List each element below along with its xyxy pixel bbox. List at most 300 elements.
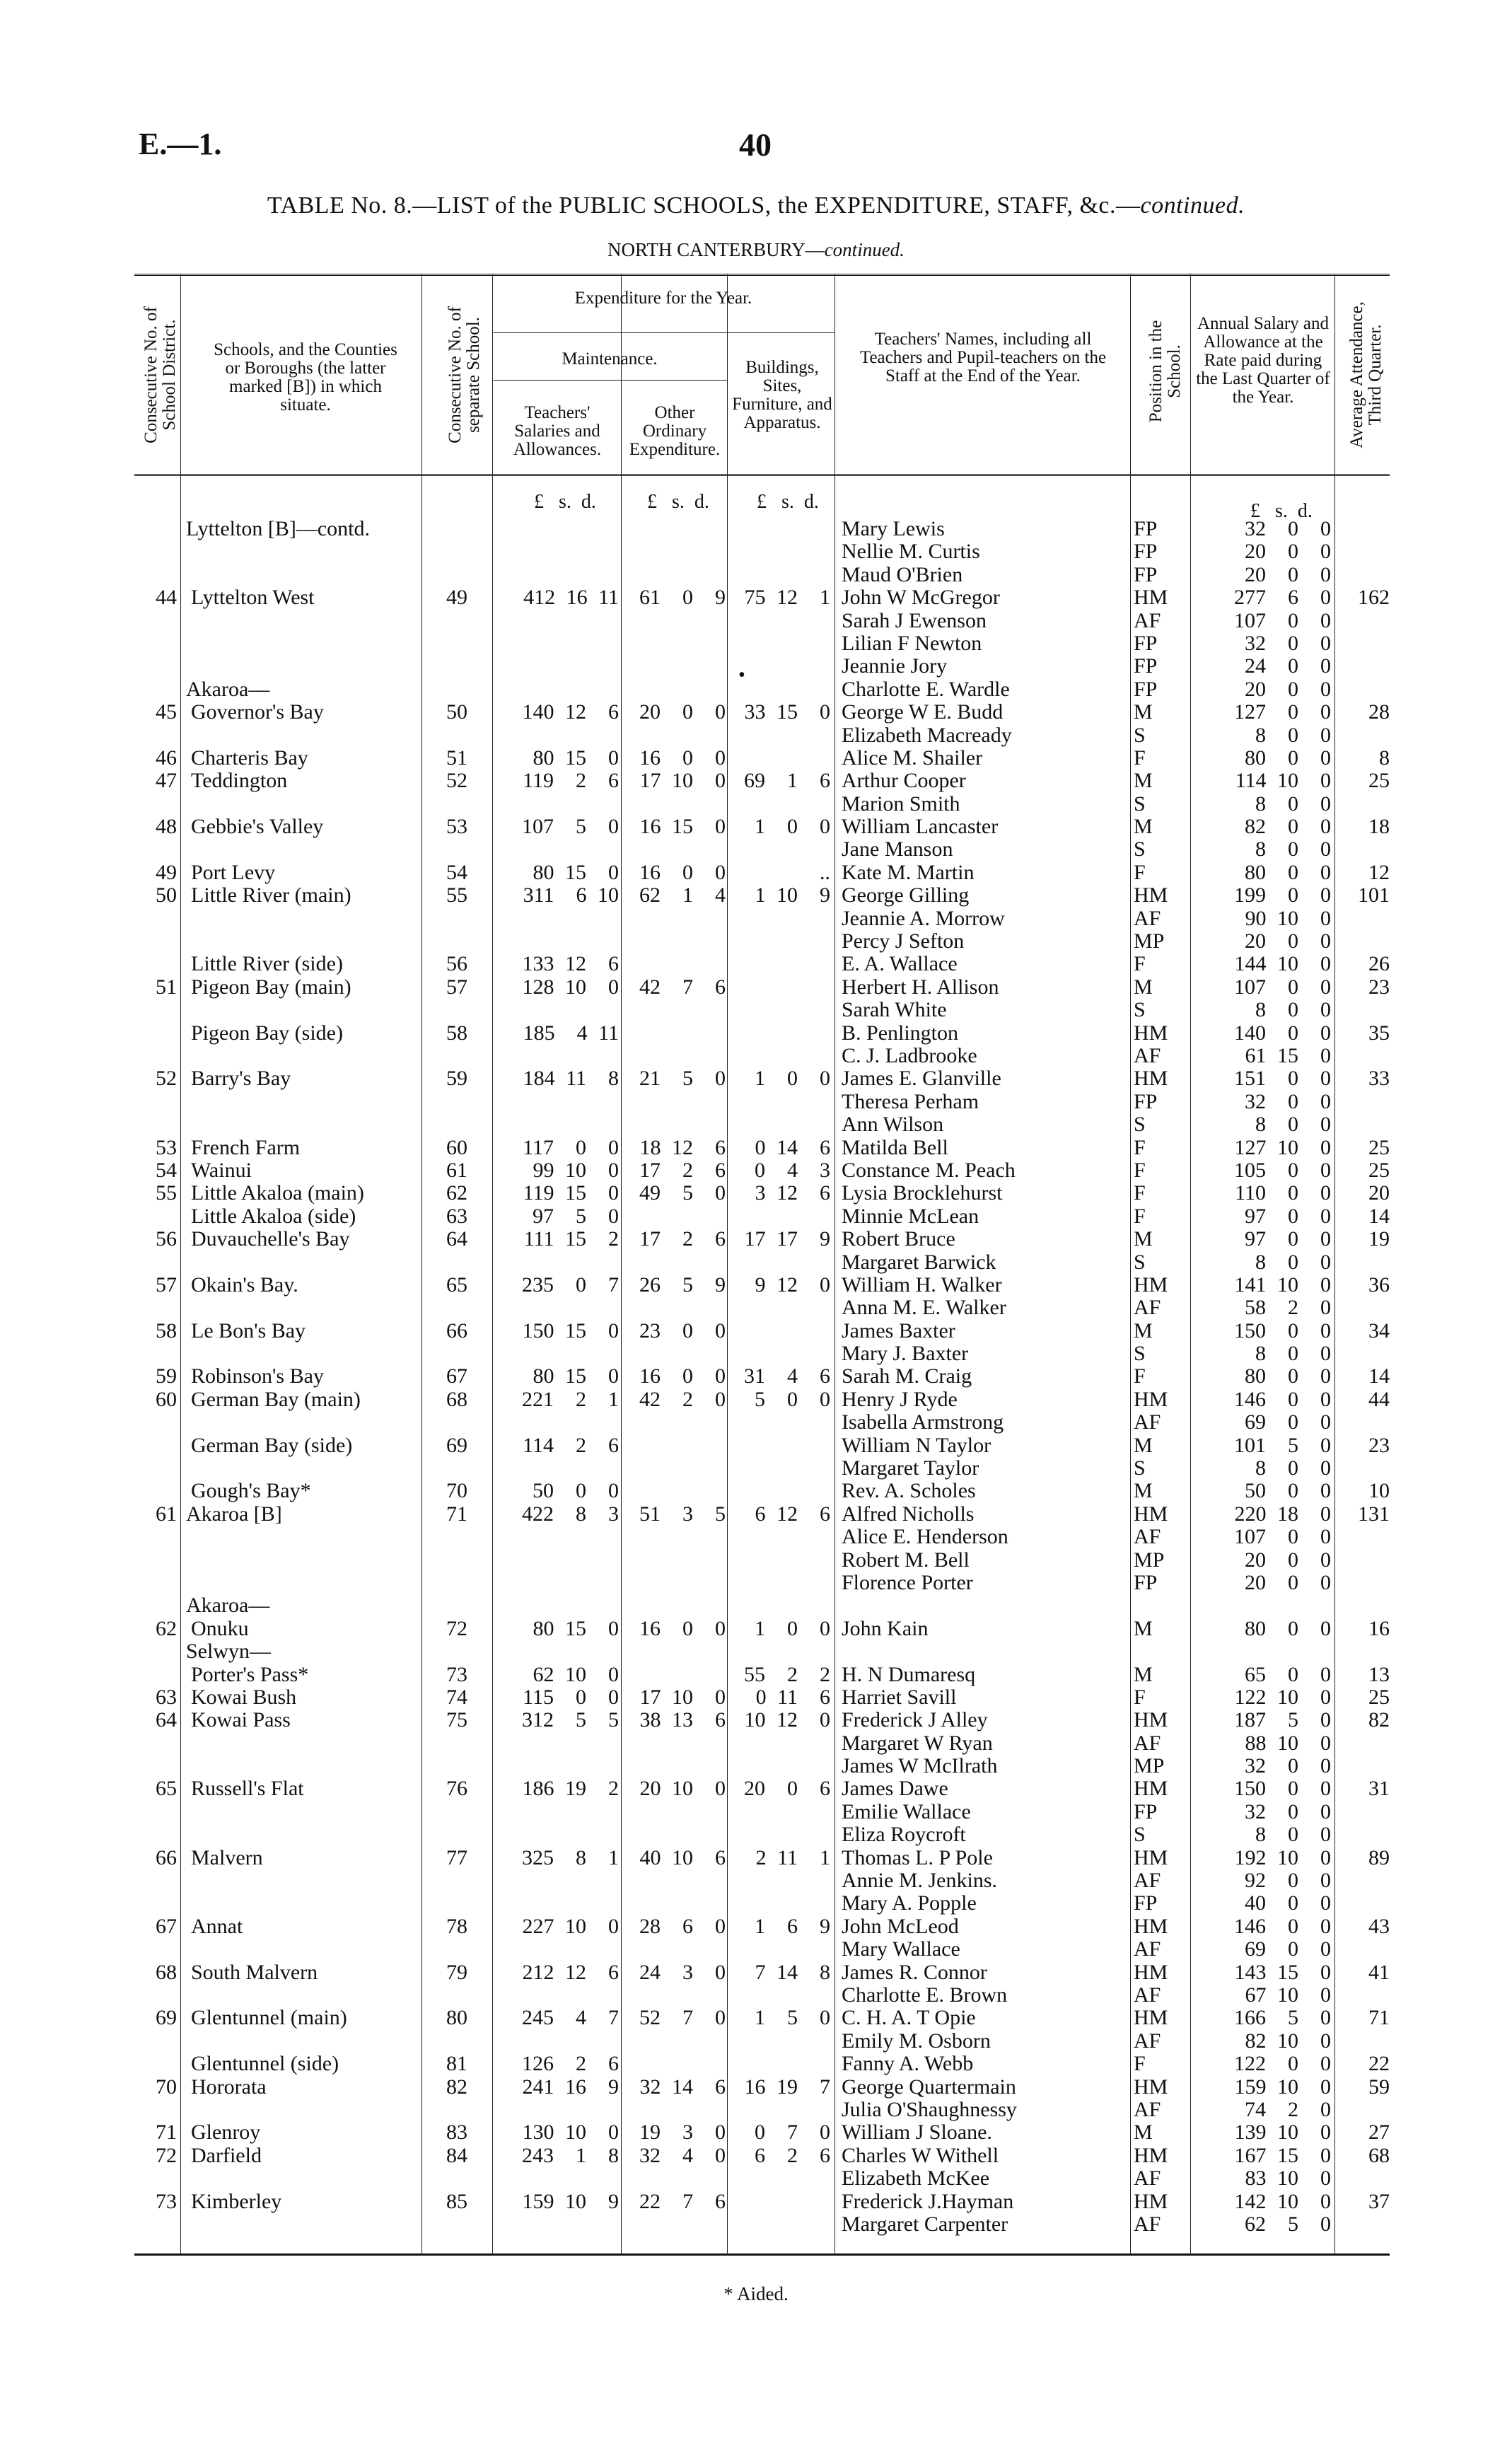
table-row	[134, 1022, 1390, 1045]
annual-salary: 8 0 0	[1255, 723, 1331, 747]
teacher-position: S	[1134, 837, 1146, 862]
unit-other: £ s. d.	[647, 491, 709, 513]
average-attendance: 18	[1368, 815, 1390, 839]
average-attendance: 44	[1368, 1387, 1390, 1411]
school-number: 64	[446, 1227, 467, 1251]
annual-salary: 83 10 0	[1245, 2166, 1331, 2191]
teacher-position: FP	[1134, 654, 1158, 678]
buildings-expenditure: 16 19 7	[744, 2075, 830, 2099]
teacher-position: M	[1134, 1227, 1153, 1251]
teacher-position: M	[1134, 1318, 1153, 1342]
buildings-expenditure: 9 12 0	[755, 1272, 830, 1296]
annual-salary: 127 10 0	[1234, 1135, 1331, 1159]
average-attendance: 23	[1368, 1433, 1390, 1457]
teacher-name: B. Penlington	[842, 1021, 959, 1045]
table-row	[134, 999, 1390, 1021]
school-name: Charteris Bay	[191, 746, 308, 770]
annual-salary: 32 0 0	[1245, 1754, 1331, 1778]
teacher-name: Frederick J Alley	[842, 1708, 988, 1732]
table-row	[134, 2121, 1390, 2144]
teachers-salaries: 126 2 6	[522, 2052, 619, 2076]
buildings-expenditure: 1 6 9	[755, 1914, 830, 1938]
teacher-position: F	[1134, 952, 1146, 976]
school-number: 73	[446, 1662, 467, 1686]
teacher-name: Harriet Savill	[842, 1685, 957, 1709]
teacher-name: Alfred Nicholls	[842, 1502, 975, 1526]
teacher-name: Constance M. Peach	[842, 1158, 1016, 1182]
teacher-name: Julia O'Shaughnessy	[842, 2097, 1017, 2121]
expenditure-header-rule	[492, 332, 834, 333]
teacher-position: HM	[1134, 1387, 1168, 1411]
annual-salary: 146 0 0	[1234, 1914, 1331, 1938]
school-name: Le Bon's Bay	[191, 1318, 306, 1342]
other-expenditure: 22 7 6	[639, 2189, 726, 2213]
annual-salary: 141 10 0	[1234, 1272, 1331, 1296]
teachers-salaries: 80 15 0	[533, 1364, 619, 1388]
other-expenditure: 16 0 0	[639, 746, 726, 770]
teacher-position: F	[1134, 1181, 1146, 1205]
annual-salary: 146 0 0	[1234, 1387, 1331, 1411]
teachers-salaries: 235 0 7	[522, 1272, 619, 1296]
document-reference: E.—1.	[139, 127, 222, 161]
teacher-position: M	[1134, 1433, 1153, 1457]
buildings-expenditure: 1 0 0	[755, 1067, 830, 1091]
table-row	[134, 1709, 1390, 1731]
district-number: 63	[156, 1685, 177, 1709]
header-teachers-salaries: Teachers' Salaries and Allowances.	[513, 403, 602, 459]
annual-salary: 32 0 0	[1245, 631, 1331, 655]
district-number: 67	[156, 1914, 177, 1938]
table-row	[134, 1869, 1390, 1892]
average-attendance: 34	[1368, 1318, 1390, 1342]
average-attendance: 68	[1368, 2143, 1390, 2167]
unit-buildings: £ s. d.	[757, 491, 819, 513]
school-number: 69	[446, 1433, 467, 1457]
table-row	[134, 930, 1390, 953]
table-row	[134, 2213, 1390, 2236]
teacher-position: F	[1134, 1135, 1146, 1159]
teacher-name: William N Taylor	[842, 1433, 991, 1457]
teacher-name: George Quartermain	[842, 2075, 1016, 2099]
buildings-expenditure: 75 12 1	[744, 586, 830, 610]
teacher-name: E. A. Wallace	[842, 952, 958, 976]
teacher-position: M	[1134, 815, 1153, 839]
table-row	[134, 610, 1390, 632]
average-attendance: 31	[1368, 1777, 1390, 1801]
teacher-name: Mary A. Popple	[842, 1891, 977, 1915]
other-expenditure: 26 5 9	[639, 1272, 726, 1296]
annual-salary: 20 0 0	[1245, 1570, 1331, 1594]
table-row	[134, 862, 1390, 884]
teacher-name: Thomas L. P Pole	[842, 1845, 993, 1869]
annual-salary: 20 0 0	[1245, 677, 1331, 701]
average-attendance: 14	[1368, 1364, 1390, 1388]
buildings-expenditure: 5 0 0	[755, 1387, 830, 1411]
district-number: 56	[156, 1227, 177, 1251]
teachers-salaries: 184 11 8	[523, 1067, 619, 1091]
teacher-position: F	[1134, 1685, 1146, 1709]
teacher-name: Mary Lewis	[842, 517, 945, 540]
buildings-expenditure: 1 0 0	[755, 1616, 830, 1640]
teacher-name: Sarah J Ewenson	[842, 608, 987, 632]
annual-salary: 167 15 0	[1234, 2143, 1331, 2167]
teacher-name: C. J. Ladbrooke	[842, 1043, 977, 1067]
school-name: Glentunnel (side)	[191, 2052, 339, 2076]
table-row	[134, 1434, 1390, 1457]
table-title-continued: continued.	[1140, 192, 1245, 219]
district-number: 53	[156, 1135, 177, 1159]
teacher-name: Florence Porter	[842, 1570, 973, 1594]
other-expenditure: 62 1 4	[639, 883, 726, 907]
buildings-expenditure: 20 0 6	[744, 1777, 830, 1801]
table-row	[134, 1526, 1390, 1548]
school-name: Pigeon Bay (side)	[191, 1021, 343, 1045]
annual-salary: 107 0 0	[1234, 1525, 1331, 1549]
teacher-name: Robert M. Bell	[842, 1548, 970, 1572]
teacher-position: HM	[1134, 1777, 1168, 1801]
table-row	[134, 976, 1390, 999]
teacher-position: FP	[1134, 517, 1158, 540]
teacher-position: HM	[1134, 1708, 1168, 1732]
annual-salary: 97 0 0	[1245, 1227, 1331, 1251]
table-row	[134, 564, 1390, 586]
annual-salary: 140 0 0	[1234, 1021, 1331, 1045]
other-expenditure: 20 0 0	[639, 700, 726, 724]
teachers-salaries: 245 4 7	[522, 2006, 619, 2030]
school-number: 52	[446, 769, 467, 793]
teachers-salaries: 80 15 0	[533, 1616, 619, 1640]
teacher-position: AF	[1134, 2212, 1161, 2236]
other-expenditure: 49 5 0	[639, 1181, 726, 1205]
table-row	[134, 1594, 1390, 1617]
teachers-salaries: 80 15 0	[533, 860, 619, 884]
teacher-position: AF	[1134, 2097, 1161, 2121]
school-number: 81	[446, 2052, 467, 2076]
annual-salary: 143 15 0	[1234, 1960, 1331, 1984]
district-number: 72	[156, 2143, 177, 2167]
average-attendance: 43	[1368, 1914, 1390, 1938]
teacher-position: AF	[1134, 906, 1161, 930]
table-row	[134, 1915, 1390, 1938]
average-attendance: 33	[1368, 1067, 1390, 1091]
district-number: 57	[156, 1272, 177, 1296]
table-title	[0, 192, 1512, 219]
teacher-name: Charlotte E. Brown	[842, 1983, 1008, 2007]
table-row	[134, 1365, 1390, 1388]
teacher-name: H. N Dumaresq	[842, 1662, 976, 1686]
table-top-rule	[134, 274, 1390, 276]
school-name: Pigeon Bay (main)	[191, 975, 351, 999]
teacher-name: Rev. A. Scholes	[842, 1479, 976, 1503]
teacher-position: AF	[1134, 1296, 1161, 1320]
teacher-name: Matilda Bell	[842, 1135, 948, 1159]
district-number: 58	[156, 1318, 177, 1342]
school-number: 67	[446, 1364, 467, 1388]
average-attendance: 16	[1368, 1616, 1390, 1640]
district-number: 49	[156, 860, 177, 884]
table-row	[134, 1457, 1390, 1480]
annual-salary: 82 0 0	[1245, 815, 1331, 839]
teacher-position: AF	[1134, 1525, 1161, 1549]
buildings-expenditure: 1 10 9	[755, 883, 830, 907]
teacher-position: M	[1134, 1479, 1153, 1503]
header-other-expenditure: Other Ordinary Expenditure.	[629, 403, 721, 459]
annual-salary: 199 0 0	[1234, 883, 1331, 907]
teacher-name: Emily M. Osborn	[842, 2029, 991, 2053]
school-number: 83	[446, 2121, 467, 2145]
table-row	[134, 678, 1390, 701]
average-attendance: 36	[1368, 1272, 1390, 1296]
school-name: Selwyn—	[186, 1640, 271, 1664]
school-name: Little Akaloa (side)	[191, 1204, 356, 1228]
teacher-name: Alice M. Shailer	[842, 746, 983, 770]
school-number: 49	[446, 586, 467, 610]
table-row	[134, 953, 1390, 975]
other-expenditure: 17 2 6	[639, 1227, 726, 1251]
teacher-position: F	[1134, 1158, 1146, 1182]
district-number: 64	[156, 1708, 177, 1732]
average-attendance: 10	[1368, 1479, 1390, 1503]
annual-salary: 151 0 0	[1234, 1067, 1331, 1091]
annual-salary: 67 10 0	[1245, 1983, 1331, 2007]
district-number: 55	[156, 1181, 177, 1205]
teacher-name: Isabella Armstrong	[842, 1410, 1004, 1434]
buildings-expenditure: 7 14 8	[755, 1960, 830, 1984]
school-number: 51	[446, 746, 467, 770]
table-row	[134, 2099, 1390, 2121]
table-row	[134, 1388, 1390, 1411]
teacher-position: AF	[1134, 2166, 1161, 2191]
district-number: 66	[156, 1845, 177, 1869]
page-number: 40	[739, 127, 772, 163]
table-row	[134, 1892, 1390, 1915]
teacher-name: Annie M. Jenkins.	[842, 1869, 997, 1893]
annual-salary: 8 0 0	[1255, 837, 1331, 862]
annual-salary: 220 18 0	[1234, 1502, 1331, 1526]
header-expenditure: Expenditure for the Year.	[574, 289, 752, 308]
average-attendance: 12	[1368, 860, 1390, 884]
average-attendance: 35	[1368, 1021, 1390, 1045]
average-attendance: 25	[1368, 1135, 1390, 1159]
other-expenditure: 16 0 0	[639, 1364, 726, 1388]
other-expenditure: 16 0 0	[639, 1616, 726, 1640]
school-number: 72	[446, 1616, 467, 1640]
teacher-name: Emilie Wallace	[842, 1799, 971, 1823]
teacher-name: Robert Bruce	[842, 1227, 955, 1251]
teacher-position: MP	[1134, 1754, 1165, 1778]
teacher-name: Kate M. Martin	[842, 860, 975, 884]
school-number: 68	[446, 1387, 467, 1411]
teachers-salaries: 130 10 0	[522, 2121, 619, 2145]
teacher-name: Elizabeth Macready	[842, 723, 1012, 747]
teacher-position: S	[1134, 1823, 1146, 1847]
teacher-name: Lysia Brocklehurst	[842, 1181, 1003, 1205]
region-name: NORTH CANTERBURY—	[607, 239, 825, 260]
school-number: 65	[446, 1272, 467, 1296]
annual-salary: 20 0 0	[1245, 929, 1331, 953]
annual-salary: 80 0 0	[1245, 860, 1331, 884]
teacher-position: HM	[1134, 586, 1168, 610]
school-name: Akaroa—	[186, 677, 270, 701]
teachers-salaries: 133 12 6	[522, 952, 619, 976]
teachers-salaries: 140 12 6	[522, 700, 619, 724]
school-name: Kowai Pass	[191, 1708, 291, 1732]
table-row	[134, 1067, 1390, 1090]
buildings-expenditure: 0 7 0	[755, 2121, 830, 2145]
school-name: Gebbie's Valley	[191, 815, 324, 839]
schools-table	[134, 274, 1390, 2256]
teacher-position: F	[1134, 860, 1146, 884]
teacher-position: S	[1134, 723, 1146, 747]
teachers-salaries: 97 5 0	[533, 1204, 619, 1228]
teacher-name: George Gilling	[842, 883, 970, 907]
teachers-salaries: 186 19 2	[522, 1777, 619, 1801]
school-name: Russell's Flat	[191, 1777, 304, 1801]
annual-salary: 69 0 0	[1245, 1410, 1331, 1434]
table-row	[134, 793, 1390, 816]
teacher-name: Maud O'Brien	[842, 562, 963, 586]
average-attendance: 101	[1358, 883, 1390, 907]
teacher-position: M	[1134, 769, 1153, 793]
district-number: 61	[156, 1502, 177, 1526]
header-maintenance: Maintenance.	[562, 349, 658, 369]
teacher-name: Eliza Roycroft	[842, 1823, 966, 1847]
table-row	[134, 2076, 1390, 2099]
annual-salary: 101 5 0	[1234, 1433, 1331, 1457]
teacher-position: FP	[1134, 562, 1158, 586]
school-number: 58	[446, 1021, 467, 1045]
stray-dot: •	[738, 664, 745, 686]
teacher-name: Herbert H. Allison	[842, 975, 999, 999]
table-row	[134, 2167, 1390, 2190]
teacher-name: James E. Glanville	[842, 1067, 1001, 1091]
teachers-salaries: 422 8 3	[522, 1502, 619, 1526]
table-row	[134, 1296, 1390, 1319]
teacher-name: Jeannie Jory	[842, 654, 948, 678]
average-attendance: 26	[1368, 952, 1390, 976]
annual-salary: 80 0 0	[1245, 1616, 1331, 1640]
other-expenditure: 32 14 6	[639, 2075, 726, 2099]
teacher-position: FP	[1134, 1089, 1158, 1113]
table-row	[134, 747, 1390, 770]
teacher-position: HM	[1134, 1960, 1168, 1984]
table-row	[134, 1664, 1390, 1686]
school-number: 78	[446, 1914, 467, 1938]
other-expenditure: 32 4 0	[639, 2143, 726, 2167]
footnote: * Aided.	[723, 2283, 789, 2304]
other-expenditure: 42 2 0	[639, 1387, 726, 1411]
teachers-salaries: 80 15 0	[533, 746, 619, 770]
teacher-name: William J Sloane.	[842, 2121, 992, 2145]
teachers-salaries: 185 4 11	[523, 1021, 619, 1045]
school-number: 85	[446, 2189, 467, 2213]
table-row	[134, 1938, 1390, 1961]
table-row	[134, 1113, 1390, 1136]
table-bottom-rule	[134, 2253, 1390, 2256]
teacher-name: John W McGregor	[842, 586, 1000, 610]
table-row	[134, 1823, 1390, 1846]
header-schools: Schools, and the Counties or Boroughs (the latter marked [B]) in which situate.	[214, 340, 397, 414]
buildings-expenditure: 17 17 9	[744, 1227, 830, 1251]
average-attendance: 25	[1368, 769, 1390, 793]
average-attendance: 59	[1368, 2075, 1390, 2099]
table-row	[134, 2191, 1390, 2213]
school-name: Glenroy	[191, 2121, 261, 2145]
average-attendance: 19	[1368, 1227, 1390, 1251]
teacher-name: Charlotte E. Wardle	[842, 677, 1010, 701]
annual-salary: 90 10 0	[1245, 906, 1331, 930]
teacher-name: Charles W Withell	[842, 2143, 999, 2167]
other-expenditure: 17 10 0	[639, 1685, 726, 1709]
buildings-expenditure: 2 11 1	[755, 1845, 830, 1869]
annual-salary: 80 0 0	[1245, 746, 1331, 770]
table-row	[134, 2030, 1390, 2053]
annual-salary: 80 0 0	[1245, 1364, 1331, 1388]
school-number: 82	[446, 2075, 467, 2099]
table-row	[134, 586, 1390, 609]
annual-salary: 277 6 0	[1234, 586, 1331, 610]
other-expenditure: 17 2 6	[639, 1158, 726, 1182]
annual-salary: 32 0 0	[1245, 517, 1331, 540]
school-name: Little River (side)	[191, 952, 343, 976]
teachers-salaries: 117 0 0	[523, 1135, 619, 1159]
district-number: 70	[156, 2075, 177, 2099]
school-number: 62	[446, 1181, 467, 1205]
other-expenditure: 42 7 6	[639, 975, 726, 999]
table-row	[134, 1091, 1390, 1113]
header-teachers-names: Teachers' Names, including all Teachers and Pupil-teachers on the Staff at the End of the Year.	[859, 330, 1107, 385]
school-name: Port Levy	[191, 860, 276, 884]
teacher-position: AF	[1134, 608, 1161, 632]
school-name: Duvauchelle's Bay	[191, 1227, 350, 1251]
annual-salary: 105 0 0	[1234, 1158, 1331, 1182]
table-row	[134, 907, 1390, 930]
average-attendance: 27	[1368, 2121, 1390, 2145]
table-row	[134, 816, 1390, 838]
teacher-position: HM	[1134, 1914, 1168, 1938]
region-continued: continued.	[824, 239, 905, 260]
teachers-salaries: 241 16 9	[522, 2075, 619, 2099]
teachers-salaries: 114 2 6	[523, 1433, 619, 1457]
table-row	[134, 701, 1390, 724]
teacher-position: M	[1134, 1616, 1153, 1640]
annual-salary: 62 5 0	[1245, 2212, 1331, 2236]
school-name: Barry's Bay	[191, 1067, 291, 1091]
table-row	[134, 655, 1390, 678]
district-number: 71	[156, 2121, 177, 2145]
teacher-position: FP	[1134, 1799, 1158, 1823]
table-row	[134, 1137, 1390, 1159]
other-expenditure: 24 3 0	[639, 1960, 726, 1984]
average-attendance: 23	[1368, 975, 1390, 999]
teacher-position: S	[1134, 1250, 1146, 1274]
teacher-name: Theresa Perham	[842, 1089, 979, 1113]
table-row	[134, 540, 1390, 563]
buildings-expenditure: 10 12 0	[744, 1708, 830, 1732]
table-row	[134, 518, 1390, 540]
teacher-position: FP	[1134, 1891, 1158, 1915]
teachers-salaries: 50 0 0	[533, 1479, 619, 1503]
teacher-name: George W E. Budd	[842, 700, 1004, 724]
region-heading	[0, 239, 1512, 261]
school-number: 60	[446, 1135, 467, 1159]
teacher-position: HM	[1134, 1272, 1168, 1296]
teachers-salaries: 115 0 0	[523, 1685, 619, 1709]
teacher-name: James Baxter	[842, 1318, 955, 1342]
teacher-position: HM	[1134, 2189, 1168, 2213]
annual-salary: 166 5 0	[1234, 2006, 1331, 2030]
teacher-position: AF	[1134, 2029, 1161, 2053]
